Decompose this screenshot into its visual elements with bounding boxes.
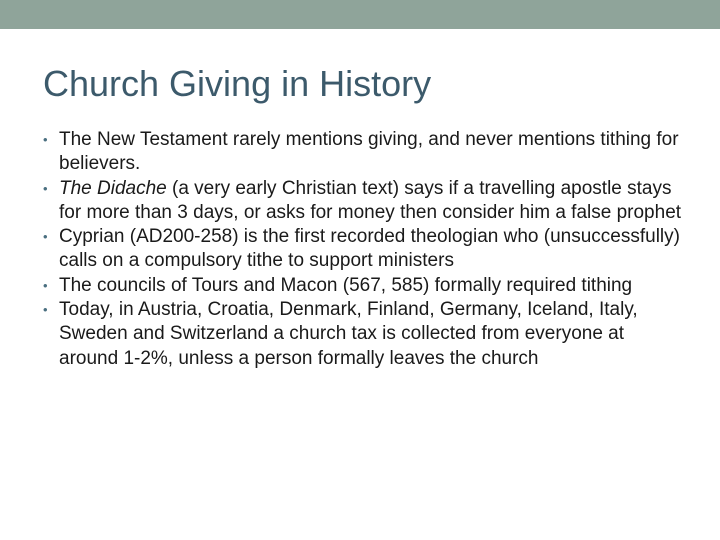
bullet-italic-title: The Didache bbox=[59, 177, 167, 199]
bullet-item-councils bbox=[43, 274, 683, 298]
slide-title: Church Giving in History bbox=[43, 63, 432, 104]
bullet-icon: • bbox=[43, 180, 48, 196]
bullet-icon: • bbox=[43, 229, 48, 245]
bullet-item-new-testament bbox=[43, 128, 683, 177]
bullet-text: Cyprian (AD200-258) is the first recorded theologian who (unsuccessfully) calls on a compulsory tithe to support ministers bbox=[59, 226, 680, 272]
bullet-icon: • bbox=[43, 277, 48, 293]
bullet-item-didache bbox=[43, 177, 683, 226]
top-accent-bar bbox=[0, 0, 720, 29]
bullet-text: The New Testament rarely mentions giving, and never mentions tithing for believers. bbox=[59, 129, 679, 175]
bullet-icon: • bbox=[43, 302, 48, 318]
bullet-icon: • bbox=[43, 132, 48, 147]
bullet-text: Today, in Austria, Croatia, Denmark, Finland, Germany, Iceland, Italy, Sweden and Switzerland a church tax is collected from everyone at around 1-2%, unless a person formally leaves the church bbox=[59, 299, 638, 369]
bullet-item-cyprian bbox=[43, 225, 683, 274]
bullet-list bbox=[43, 128, 683, 371]
bullet-text: The councils of Tours and Macon (567, 585) formally required tithing bbox=[59, 274, 633, 296]
bullet-text: (a very early Christian text) says if a travelling apostle stays for more than 3 days, or asks for money then consider him a false prophet bbox=[59, 177, 682, 223]
bullet-item-today bbox=[43, 298, 683, 371]
